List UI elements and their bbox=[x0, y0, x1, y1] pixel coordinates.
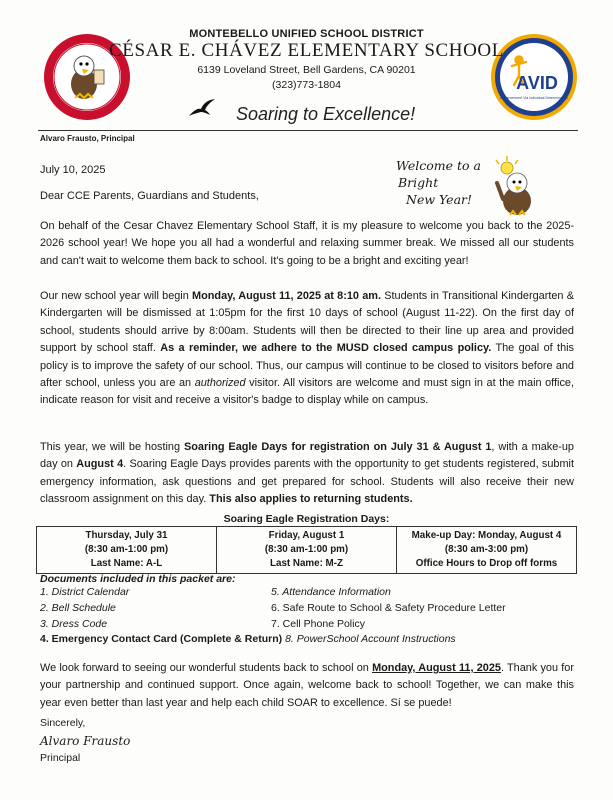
documents-column-left bbox=[40, 585, 270, 632]
motto: Soaring to Excellence! bbox=[236, 104, 416, 124]
start-date-highlight: Monday, August 11, 2025 at 8:10 am. bbox=[192, 290, 381, 302]
day-hours: (8:30 am-3:00 pm) bbox=[444, 544, 529, 555]
principal-tag: Alvaro Frausto, Principal bbox=[40, 134, 135, 143]
signature: Alvaro Frausto bbox=[40, 734, 131, 748]
registration-day-cell bbox=[37, 527, 217, 574]
welcome-line-1: Welcome to a bbox=[396, 158, 481, 173]
day-group: Office Hours to Drop off forms bbox=[415, 558, 558, 569]
day-hours: (8:30 am-1:00 pm) bbox=[264, 544, 349, 555]
registration-title: Soaring Eagle Registration Days: bbox=[223, 513, 390, 525]
welcome-line-3: New Year! bbox=[406, 192, 473, 207]
authorized-emphasis: authorized bbox=[194, 377, 246, 390]
makeup-day-highlight: August 4 bbox=[76, 458, 124, 471]
registration-table bbox=[36, 526, 577, 574]
text: This year, we will be hosting bbox=[40, 441, 184, 453]
school-phone: (323)773-1804 bbox=[272, 79, 341, 91]
documents-title: Documents included in this packet are: bbox=[40, 573, 236, 585]
table-row bbox=[37, 527, 577, 574]
list-item: 4. Emergency Contact Card (Complete & Return) bbox=[40, 633, 283, 646]
paragraph-closing bbox=[40, 660, 574, 712]
list-item: 7. Cell Phone Policy bbox=[271, 617, 365, 630]
signer-role: Principal bbox=[40, 752, 81, 764]
list-item: 3. Dress Code bbox=[40, 617, 108, 630]
school-name: CÉSAR E. CHÁVEZ ELEMENTARY SCHOOL bbox=[109, 40, 504, 61]
text: visitor. All visitors are welcome and must sign in at the main office, indicate reason for visit and receive a visitor's badge to display while on campus. bbox=[40, 377, 574, 407]
list-item: 8. PowerSchool Account Instructions bbox=[285, 633, 456, 646]
welcome-note bbox=[396, 157, 496, 208]
returning-students-highlight: This also applies to returning students. bbox=[209, 493, 413, 506]
day-hours: (8:30 am-1:00 pm) bbox=[84, 544, 169, 555]
documents-last-line bbox=[40, 632, 600, 648]
eagle-mascot-icon bbox=[485, 155, 543, 217]
text: The goal of this policy is to improve the safety of our school. Thus, our campus will continue to be closed to visitors before and after school, unless you are an bbox=[40, 342, 574, 390]
school-address: 6139 Loveland Street, Bell Gardens, CA 90201 bbox=[197, 64, 416, 76]
day-label: Make-up Day: Monday, August 4 bbox=[411, 530, 562, 541]
paragraph-school-start bbox=[40, 288, 574, 410]
closed-campus-highlight: As a reminder, we adhere to the MUSD closed campus policy. bbox=[160, 342, 492, 355]
text: Students in Transitional Kindergarten & Kindergarten will be dismissed at 1:05pm for the first 10 days of school (August 11-22). On the first day of school, students should arrive by 8:00am. Students will then be directed to their line up area and provided support by school staff. bbox=[40, 290, 574, 355]
welcome-line-2: Bright bbox=[398, 175, 439, 190]
letter-date: July 10, 2025 bbox=[40, 164, 106, 176]
paragraph-welcome: On behalf of the Cesar Chavez Elementary School Staff, it is my pleasure to welcome you back to the 2025-2026 school year! We hope you all had a wonderful and relaxing summer break. We missed all our students and can't wait to welcome them back to school. It's going to be a bright and exciting year! bbox=[40, 220, 574, 267]
list-item: 1. District Calendar bbox=[40, 586, 130, 598]
closing: Sincerely, bbox=[40, 717, 86, 729]
list-item: 6. Safe Route to School & Safety Procedure Letter bbox=[271, 601, 506, 614]
eagle-silhouette-icon bbox=[188, 98, 216, 120]
svg-text:Advancement Via Individual Det: Advancement Via Individual Determination bbox=[500, 96, 568, 100]
list-item: 5. Attendance Information bbox=[271, 586, 391, 598]
header-divider bbox=[38, 130, 578, 131]
registration-day-cell bbox=[397, 527, 577, 574]
svg-text:AVID: AVID bbox=[516, 73, 558, 93]
day-label: Friday, August 1 bbox=[268, 530, 345, 541]
text: We look forward to seeing our wonderful students back to school on bbox=[40, 662, 373, 674]
first-day-highlight: Monday, August 11, 2025 bbox=[372, 662, 501, 674]
text: Our new school year will begin bbox=[40, 290, 193, 302]
text: , with a make-up day on bbox=[40, 441, 574, 471]
registration-days-highlight: Soaring Eagle Days for registration on July 31 & August 1 bbox=[183, 441, 492, 453]
text: . Soaring Eagle Days provides parents with the opportunity to get students registered, submit emergency information, ask questions and get prepared for school. Students will also receive their new classroom assignment on this day. bbox=[40, 458, 574, 506]
salutation: Dear CCE Parents, Guardians and Students, bbox=[40, 190, 259, 202]
district-name: MONTEBELLO UNIFIED SCHOOL DISTRICT bbox=[189, 28, 424, 40]
text: . Thank you for your partnership and continued support. Once again, welcome back to school! Together, we can make this year even better than last year and help each child SOAR to excellence. Sí se puede! bbox=[40, 662, 574, 709]
day-group: Last Name: M-Z bbox=[270, 558, 343, 569]
list-item: 2. Bell Schedule bbox=[40, 601, 116, 614]
day-group: Last Name: A-L bbox=[90, 558, 163, 569]
day-label: Thursday, July 31 bbox=[85, 530, 168, 541]
documents-column-right bbox=[271, 585, 581, 632]
registration-day-cell bbox=[217, 527, 397, 574]
paragraph-registration bbox=[40, 439, 574, 509]
